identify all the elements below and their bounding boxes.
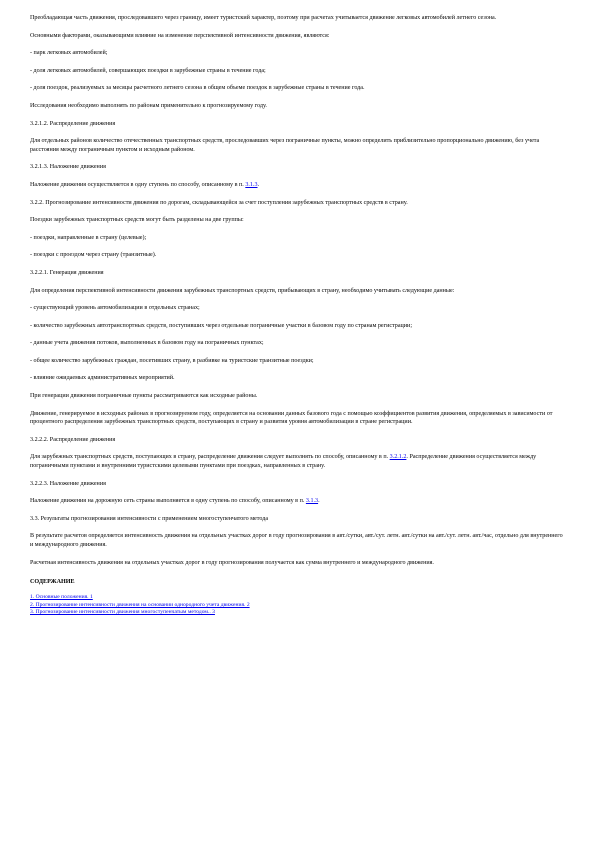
list-item: - количество зарубежных автотранспортных средств, поступивших через отдельные пограничные участки в базовом году по странам регистрации; xyxy=(30,322,413,329)
section-link[interactable]: 3.1.3 xyxy=(305,498,319,505)
paragraph-text: Наложение движения на дорожную сеть страны выполняется в одну ступень по способу, описанному в п. xyxy=(30,498,306,505)
list-item: - влияние ожидаемых административных мероприятий. xyxy=(30,375,175,382)
paragraph: Основными факторами, оказывающими влияние на изменение перспективной интенсивности движения, являются: xyxy=(30,32,330,39)
toc-item xyxy=(30,594,565,602)
paragraph: Исследования необходимо выполнять по районам применительно к прогнозируемому году. xyxy=(30,102,267,109)
section-heading: 3.2.2.1. Генерация движения xyxy=(30,269,104,276)
section-heading: 3.2.2.2. Распределение движения xyxy=(30,436,116,443)
paragraph: Для определения перспективной интенсивности движения зарубежных транспортных средств, прибывающих в страну, необходимо учитывать следующие данные: xyxy=(30,287,455,294)
table-of-contents xyxy=(30,594,565,617)
paragraph xyxy=(30,181,565,190)
list-item: - поездки, направленные в страну (целевые); xyxy=(30,234,147,241)
list-item: - существующий уровень автомобилизации в отдельных странах; xyxy=(30,305,200,312)
paragraph: При генерации движения пограничные пункты рассматриваются как исходные районы. xyxy=(30,393,258,400)
paragraph-text: Для зарубежных транспортных средств, поступающих в страну, распределение движения следует выполнять по способу, описанному в п. xyxy=(30,454,390,461)
paragraph: Преобладающая часть движения, проследовавшего через границу, имеет туристский характер, поэтому при расчетах учитывается движение легковых автомобилей летнего сезона. xyxy=(30,15,497,21)
toc-title: СОДЕРЖАНИЕ xyxy=(30,579,75,586)
section-heading: 3.2.1.3. Наложение движения xyxy=(30,164,106,171)
paragraph xyxy=(30,497,565,506)
paragraph-text: . xyxy=(257,181,260,188)
section-link[interactable]: 3.2.1.2 xyxy=(389,454,407,461)
list-item: - доля легковых автомобилей, совершающих поездки в зарубежные страны в течение года; xyxy=(30,67,266,74)
paragraph xyxy=(30,453,565,470)
toc-item xyxy=(30,609,565,617)
paragraph-text: . Распределение движения осуществляется между пограничными пунктами и внутренними туристскими целевыми пунктами при поездках, направленных в страну. xyxy=(30,454,537,470)
section-link[interactable]: 3.1.3 xyxy=(245,181,258,188)
section-heading: 3.2.2. Прогнозирование интенсивности движения по дорогам, складывающейся за счет поступления зарубежных транспортных средств в страну. xyxy=(30,199,408,206)
list-item: - парк легковых автомобилей; xyxy=(30,50,108,57)
document-body xyxy=(30,14,565,617)
section-heading: 3.2.2.3. Наложение движения xyxy=(30,480,106,487)
paragraph-text: Наложение движения осуществляется в одну ступень по способу, описанному в п. xyxy=(30,181,246,188)
paragraph: Расчетная интенсивность движения на отдельных участках дорог в году прогнозирования получается как сумма внутреннего и международного движения. xyxy=(30,559,434,566)
list-item: - поездки с проездом через страну (транзитные). xyxy=(30,252,157,259)
list-item: - общее количество зарубежных граждан, посетивших страну, в разбивке на туристские транзитные поездки; xyxy=(30,357,314,364)
toc-item xyxy=(30,602,565,610)
section-heading: 3.3. Результаты прогнозирования интенсивности с применением многоступенчатого метода xyxy=(30,515,269,522)
toc-link[interactable]: 1. Основные положения. 1 xyxy=(30,594,93,601)
paragraph: Для отдельных районов количество отечественных транспортных средств, проследовавших через пограничные пункты, можно определить приблизительно пропорционально движению, без учета расстояния между пограничным пунктом и исходным районом. xyxy=(30,138,540,153)
paragraph: Движение, генерируемое в исходных районах в прогнозируемом году, определяется на основании данных базового года с помощью коэффициентов развития движения, определяемых в зависимости от процентного распределения зарубежных транспортных средств, поступающих в страну и развития уровня автомобилизации в стране регистрации. xyxy=(30,410,553,426)
section-heading: 3.2.1.2. Распределение движения xyxy=(30,120,116,127)
paragraph: Поездки зарубежных транспортных средств могут быть разделены на две группы: xyxy=(30,217,244,224)
toc-link[interactable]: 2. Прогнозирование интенсивности движения на основании однородного учета движения. 2 xyxy=(30,601,250,608)
list-item: - доля поездок, реализуемых за месяцы расчетного летнего сезона в общем объеме поездок в зарубежные страны в течение года. xyxy=(30,85,365,92)
list-item: - данные учета движения потоков, выполненных в базовом году на пограничных пунктах; xyxy=(30,340,264,347)
paragraph-text: . xyxy=(318,498,320,505)
paragraph: В результате расчетов определяется интенсивность движения на отдельных участках дорог в году прогнозирования в авт./сутки, авт./сут. летн. авт./сутки на авт./сут. летн. авт./час, отдельно для внутреннего и международного движения. xyxy=(30,533,563,548)
toc-link[interactable]: 3. Прогнозирование интенсивности движения многоступенчатым методом.. 3 xyxy=(30,609,215,616)
